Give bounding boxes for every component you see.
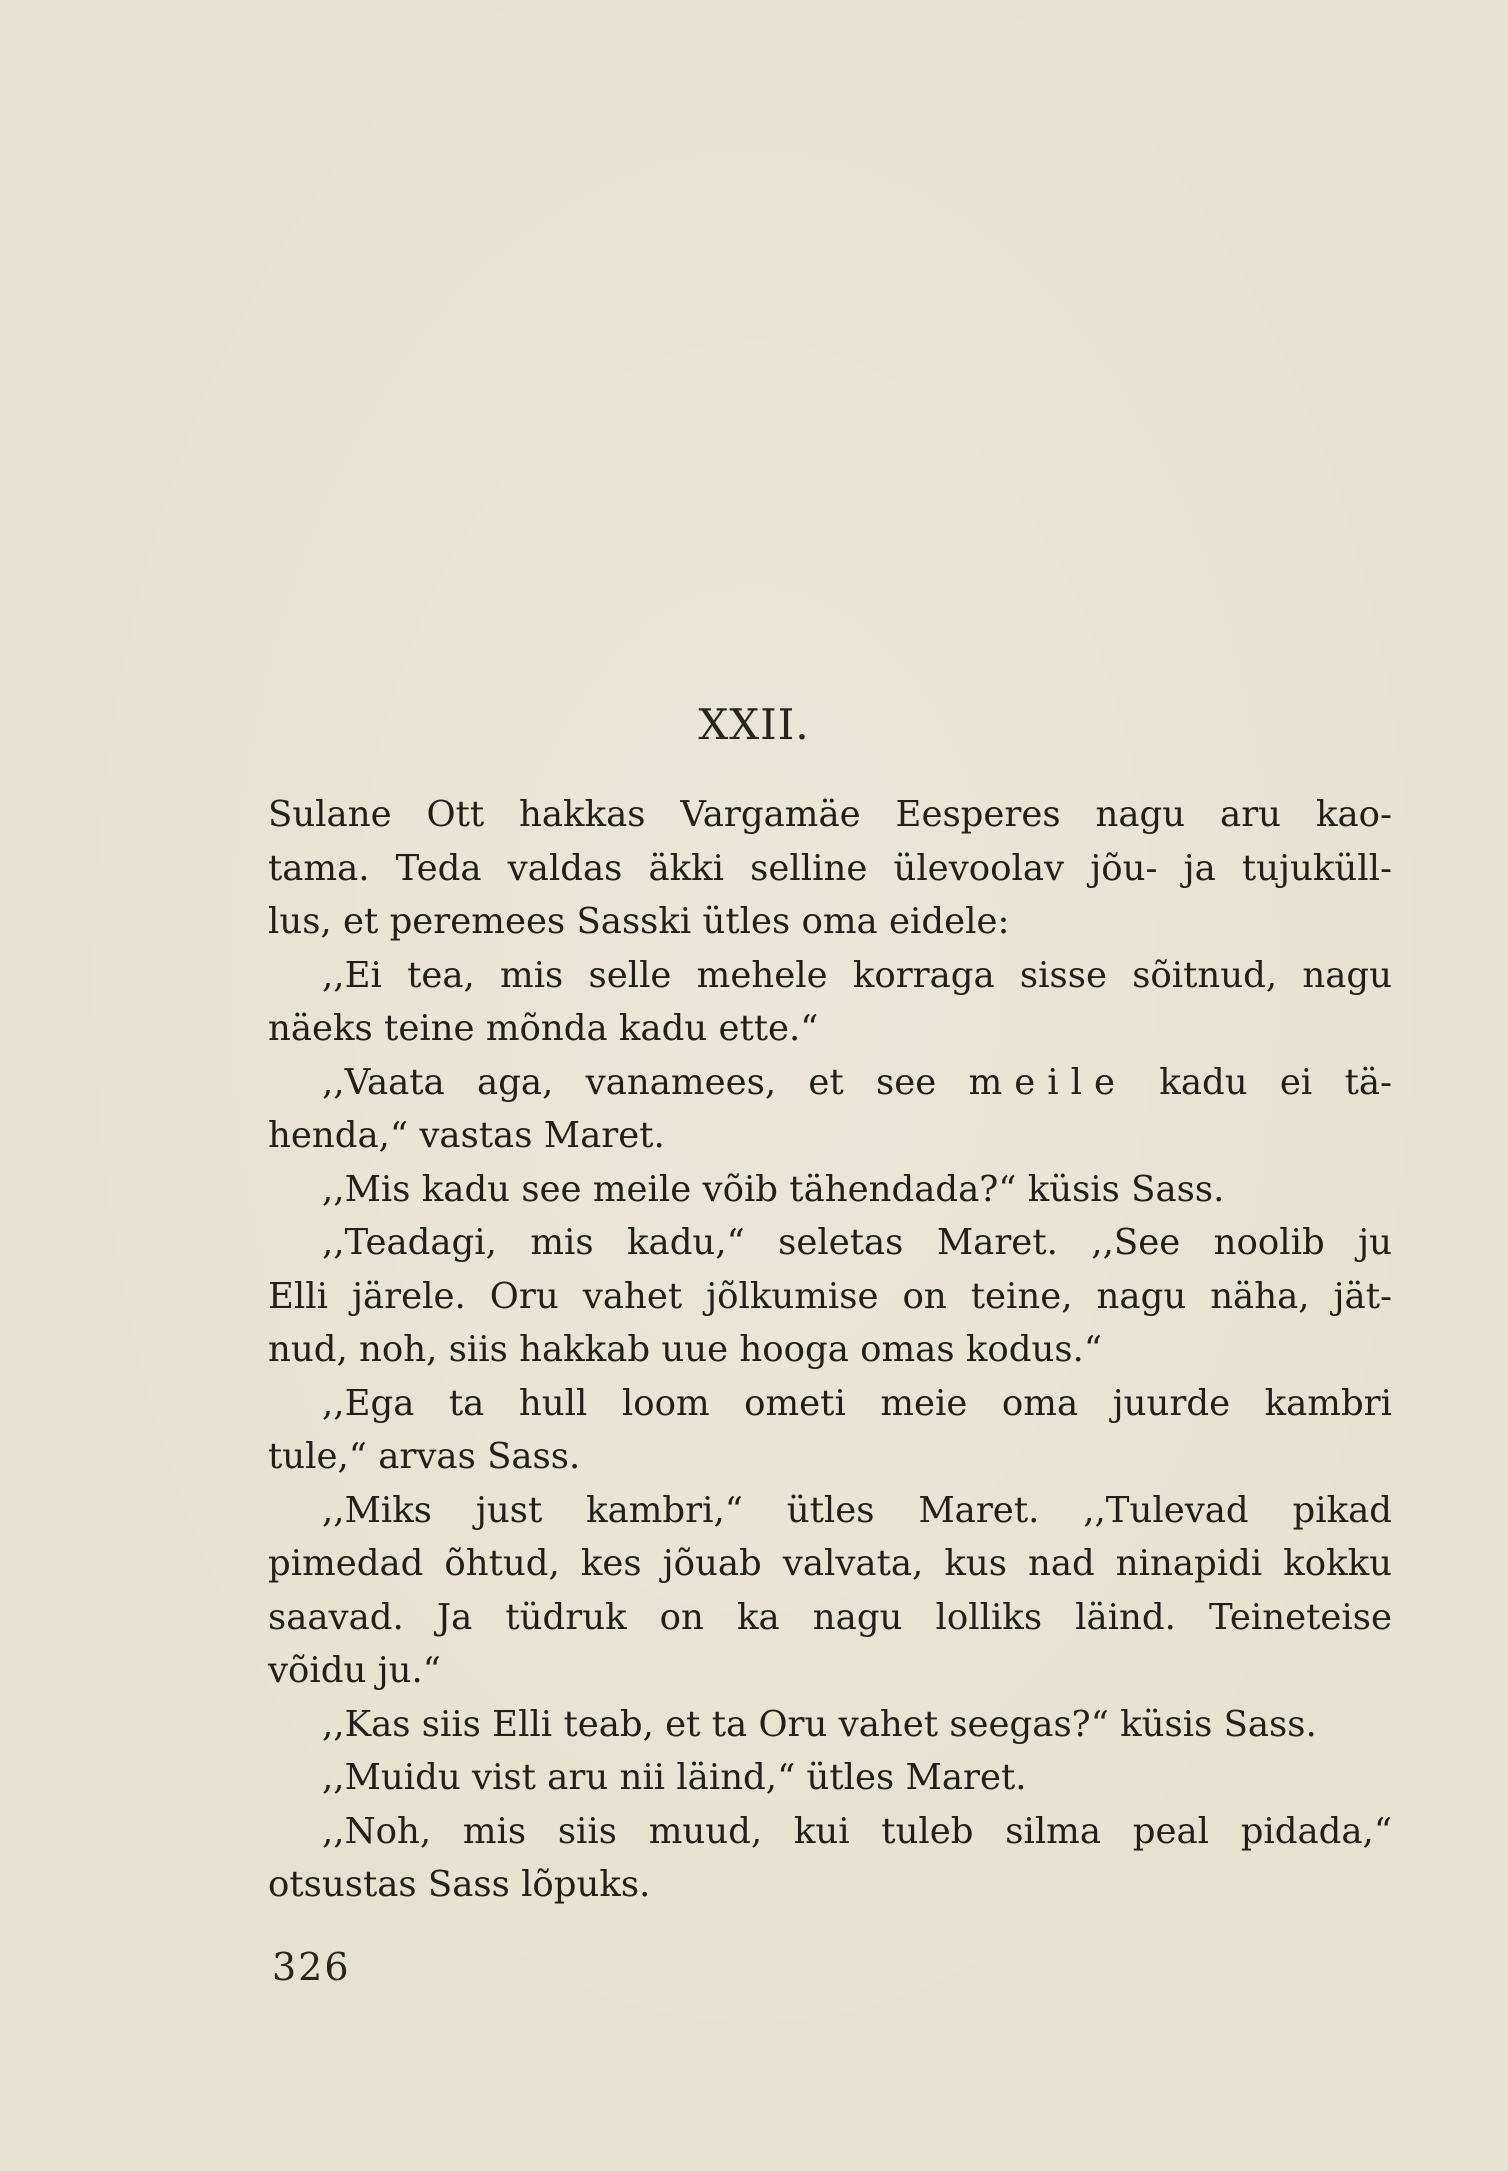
text-line: võidu ju.“ bbox=[268, 1650, 441, 1691]
text-line: saavad. Ja tüdruk on ka nagu lolliks läind. Teineteise bbox=[268, 1596, 1392, 1638]
text-line: tama. Teda valdas äkki selline ülevoolav jõu- ja tujuküll- bbox=[268, 847, 1392, 889]
text-line: Sulane Ott hakkas Vargamäe Eesperes nagu aru kao- bbox=[268, 794, 1392, 835]
text-line: pimedad õhtud, kes jõuab valvata, kus nad ninapidi kokku bbox=[268, 1543, 1392, 1584]
page-number: 326 bbox=[272, 1945, 351, 1989]
line-segment: ,,Vaata aga, vanamees, et see bbox=[322, 1061, 969, 1103]
text-line: nud, noh, siis hakkab uue hooga omas kodus.“ bbox=[268, 1329, 1102, 1370]
text-line: ,,Mis kadu see meile võib tähendada?“ küsis Sass. bbox=[322, 1168, 1225, 1210]
line-segment: kadu ei tä- bbox=[1126, 1061, 1392, 1103]
text-line: ,,Noh, mis siis muud, kui tuleb silma peal pidada,“ bbox=[322, 1810, 1392, 1852]
text-line: otsustas Sass lõpuks. bbox=[268, 1864, 651, 1905]
emphasized-word: meile bbox=[968, 1061, 1127, 1103]
chapter-heading: XXII. bbox=[698, 700, 810, 749]
text-line: ,,Teadagi, mis kadu,“ seletas Maret. ,,See noolib ju bbox=[322, 1222, 1392, 1263]
text-line: näeks teine mõnda kadu ette.“ bbox=[268, 1008, 819, 1049]
text-line: ,,Ega ta hull loom ometi meie oma juurde kambri bbox=[322, 1382, 1392, 1424]
text-line: ,,Miks just kambri,“ ütles Maret. ,,Tulevad pikad bbox=[322, 1489, 1392, 1531]
text-line: henda,“ vastas Maret. bbox=[268, 1115, 665, 1156]
body-text bbox=[268, 788, 1392, 1912]
text-line bbox=[268, 1056, 1392, 1110]
text-line: ,,Kas siis Elli teab, et ta Oru vahet seegas?“ küsis Sass. bbox=[322, 1703, 1317, 1745]
text-line: ,,Muidu vist aru nii läind,“ ütles Maret. bbox=[322, 1757, 1027, 1798]
text-line: ,,Ei tea, mis selle mehele korraga sisse sõitnud, nagu bbox=[322, 954, 1392, 996]
text-line: Elli järele. Oru vahet jõlkumise on teine, nagu näha, jät- bbox=[268, 1275, 1392, 1317]
text-line: tule,“ arvas Sass. bbox=[268, 1436, 581, 1477]
text-line: lus, et peremees Sasski ütles oma eidele: bbox=[268, 901, 1010, 942]
